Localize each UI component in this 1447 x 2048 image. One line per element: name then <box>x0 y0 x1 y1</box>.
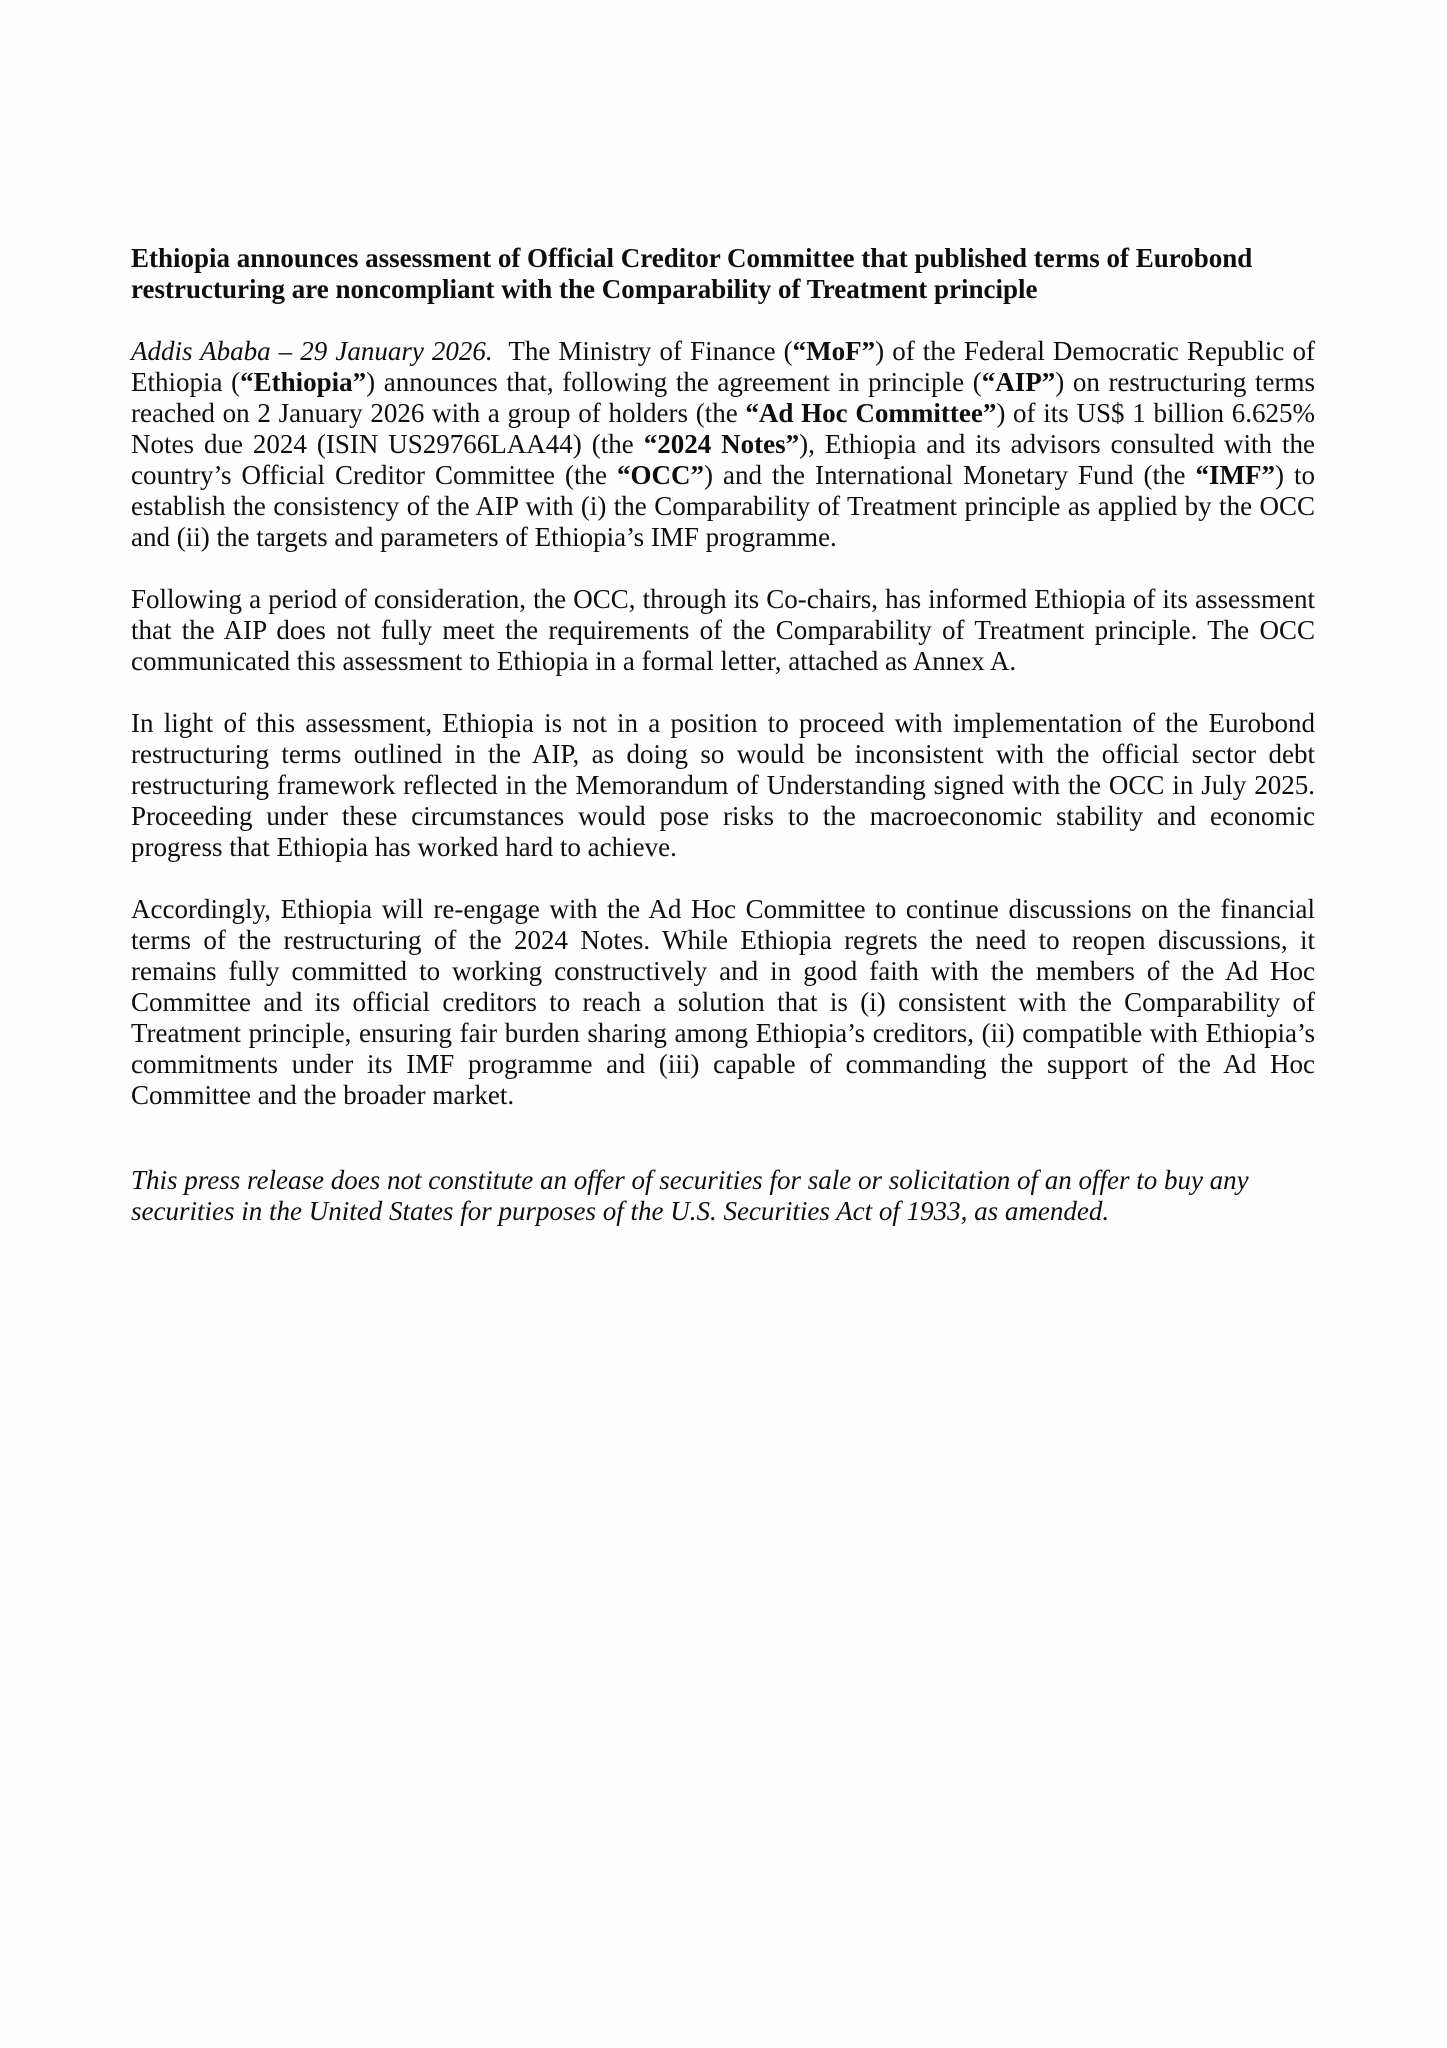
text-run: “2024 Notes” <box>643 429 800 459</box>
paragraph <box>131 708 1315 863</box>
text-run: ) of the Federal Democratic Republic of Ethiopia ( <box>131 336 1315 397</box>
text-run: “OCC” <box>617 460 704 490</box>
paragraph <box>131 584 1315 677</box>
paragraph <box>131 336 1315 553</box>
text-run: “Ad Hoc Committee” <box>745 398 997 428</box>
document-body <box>131 336 1315 1111</box>
text-run: ) on restructuring terms reached on 2 January 2026 with a group of holders (the <box>131 367 1316 428</box>
text-run: The Ministry of Finance ( <box>492 336 793 366</box>
text-run: Addis Ababa – 29 January 2026. <box>131 336 493 366</box>
text-run: “MoF” <box>792 336 876 366</box>
text-run: Following a period of consideration, the OCC, through its Co-chairs, has informed Ethiopia of its assessment that the AIP does not fully meet the requirements of the Comparability of Treatment principle. The OCC communicated this assessment to Ethiopia in a formal letter, attached as Annex A. <box>131 584 1315 676</box>
text-run: ) of its US$ 1 billion 6.625% Notes due 2024 (ISIN US29766LAA44) (the <box>131 398 1315 459</box>
text-run: “AIP” <box>981 367 1056 397</box>
text-run: ) and the International Monetary Fund (the <box>704 460 1196 490</box>
text-run: ) to establish the consistency of the AIP with (i) the Comparability of Treatment principle as applied by the OCC and (ii) the targets and parameters of Ethiopia’s IMF programme. <box>131 460 1315 552</box>
document-title: Ethiopia announces assessment of Official Creditor Committee that published terms of Eurobond restructuring are noncompliant with the Comparability of Treatment principle <box>131 243 1253 304</box>
text-run: “IMF” <box>1195 460 1275 490</box>
text-run: Accordingly, Ethiopia will re-engage with the Ad Hoc Committee to continue discussions on the financial terms of the restructuring of the 2024 Notes. While Ethiopia regrets the need to reopen discussions, it remains fully committed to working constructively and in good faith with the members of the Ad Hoc Committee and its official creditors to reach a solution that is (i) consistent with the Comparability of Treatment principle, ensuring fair burden sharing among Ethiopia’s creditors, (ii) compatible with Ethiopia’s commitments under its IMF programme and (iii) capable of commanding the support of the Ad Hoc Committee and the broader market. <box>131 894 1315 1110</box>
text-run: In light of this assessment, Ethiopia is not in a position to proceed with implementation of the Eurobond restructuring terms outlined in the AIP, as doing so would be inconsistent with the official sector debt restructuring framework reflected in the Memorandum of Understanding signed with the OCC in July 2025. Proceeding under these circumstances would pose risks to the macroeconomic stability and economic progress that Ethiopia has worked hard to achieve. <box>131 708 1315 862</box>
legal-disclaimer: This press release does not constitute an offer of securities for sale or solicitation of an offer to buy any securities in the United States for purposes of the U.S. Securities Act of 1933, as amended. <box>131 1165 1249 1226</box>
text-run: “Ethiopia” <box>240 367 367 397</box>
paragraph <box>131 894 1315 1111</box>
text-run: ), Ethiopia and its advisors consulted with the country’s Official Creditor Committee (the <box>131 429 1315 490</box>
text-run: ) announces that, following the agreement in principle ( <box>366 367 982 397</box>
